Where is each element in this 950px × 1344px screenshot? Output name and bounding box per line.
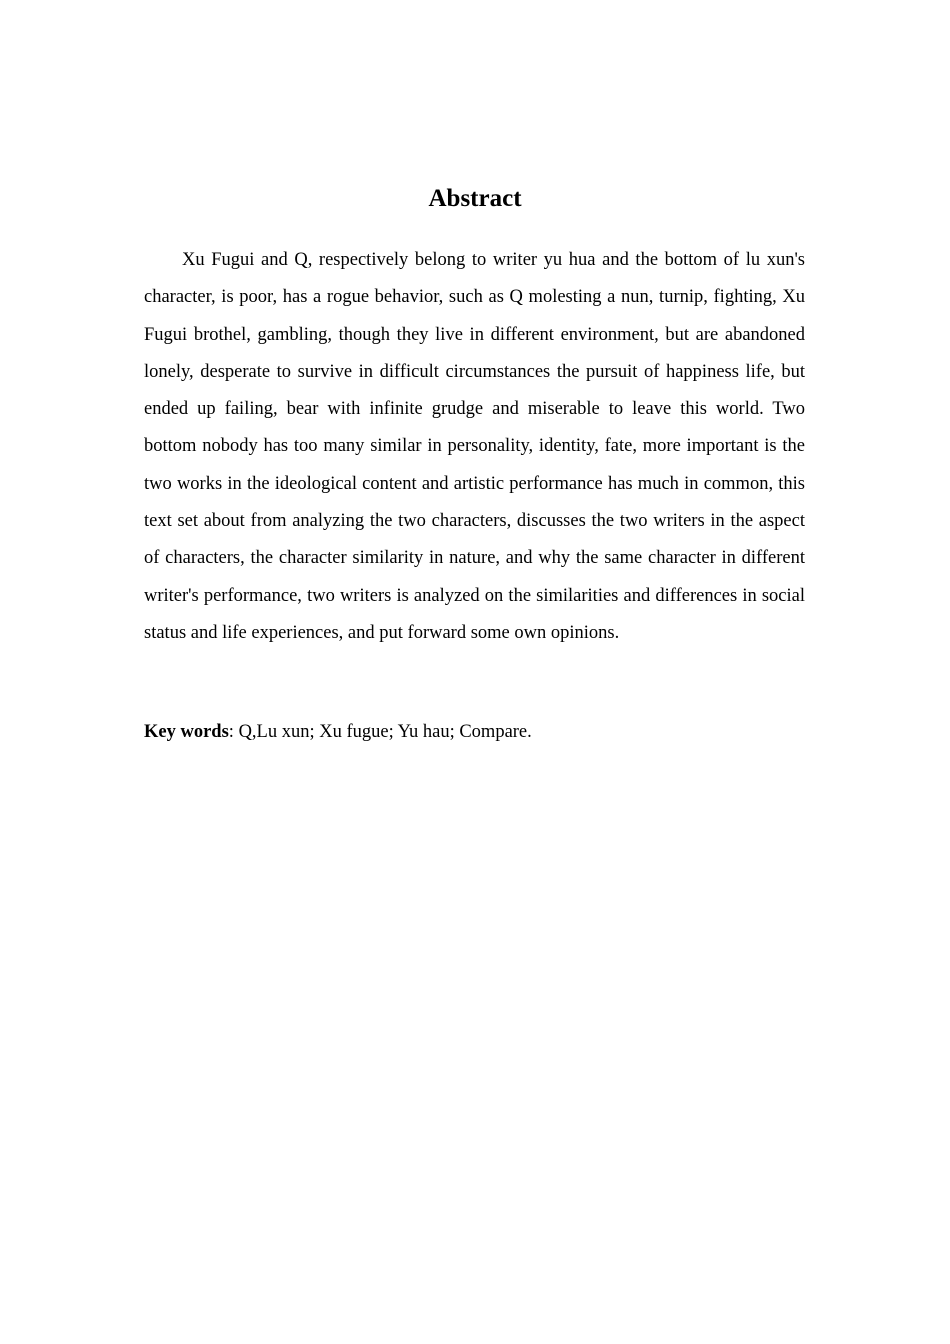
abstract-title: Abstract xyxy=(428,185,522,212)
keywords-line xyxy=(144,716,805,748)
keywords-separator: : xyxy=(228,722,239,742)
keywords-label: Key words xyxy=(144,722,229,742)
abstract-paragraph: Xu Fugui and Q, respectively belong to writer yu hua and the bottom of lu xun's character, is poor, has a rogue behavior, such as Q molesting a nun, turnip, fighting, Xu Fugui brothel, gambling, though they live in different environment, but are abandoned lonely, desperate to survive in difficult circumstances the pursuit of happiness life, but ended up failing, bear with infinite grudge and miserable to leave this world. Two bottom nobody has too many similar in personality, identity, fate, more important is the two works in the ideological content and artistic performance has much in common, this text set about from analyzing the two characters, discusses the two writers in the aspect of characters, the character similarity in nature, and why the same character in different writer's performance, two writers is analyzed on the similarities and differences in social status and life experiences, and put forward some own opinions. xyxy=(144,250,805,643)
keywords-value: Q,Lu xun; Xu fugue; Yu hau; Compare. xyxy=(238,722,532,742)
